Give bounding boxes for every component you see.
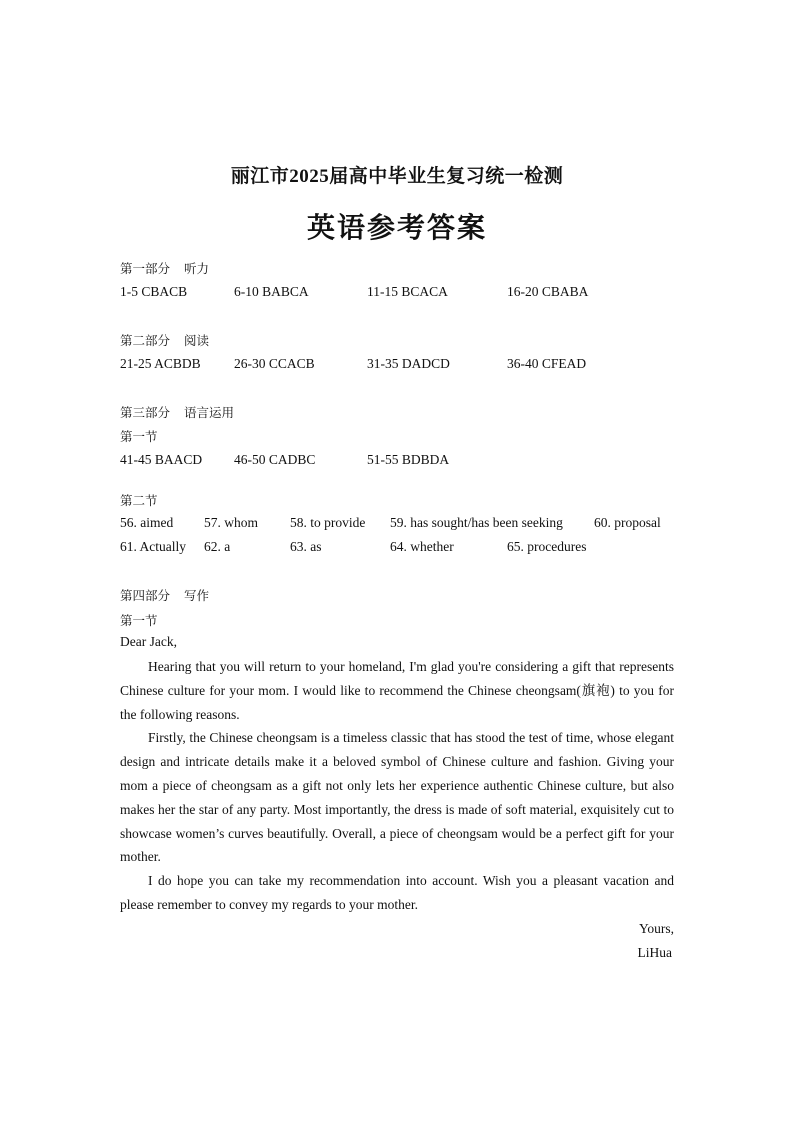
part1-heading-topic: 听力 [184, 261, 210, 276]
part2-answer-group: 21-25 ACBDB [120, 356, 201, 371]
part1-answer-group: 16-20 CBABA [507, 284, 589, 299]
letter-signature: LiHua [637, 945, 672, 960]
part3-heading [120, 403, 234, 421]
part3-heading-topic: 语言运用 [184, 405, 235, 420]
letter-paragraph: Hearing that you will return to your homeland, I'm glad you're considering a gift that represents Chinese culture for your mom. I would like to recommend the Chinese cheongsam(旗袍) to you for the following reasons. [120, 659, 674, 722]
part3-section2-answer: 60. proposal [594, 515, 661, 530]
part3-heading-number: 第三部分 [120, 405, 171, 420]
letter-closing: Yours, [638, 921, 674, 936]
part3-section2-answer: 59. has sought/has been seeking [390, 515, 563, 530]
part3-section2-answer: 57. whom [204, 515, 258, 530]
part1-answer-group: 1-5 CBACB [120, 284, 188, 299]
letter-paragraph: Firstly, the Chinese cheongsam is a timeless classic that has stood the test of time, whose elegant design and intricate details make it a beloved symbol of Chinese culture and fashion. Giving your mom a piece of cheongsam as a gift not only lets her experience authentic Chinese culture, but also makes her the star of any party. Most importantly, the dress is made of soft material, exquisitely cut to showcase women’s curves beautifully. Overall, a piece of cheongsam would be a perfect gift for your mother. [120, 730, 674, 865]
part3-section1-label: 第一节 [120, 429, 158, 444]
letter-body [120, 655, 674, 917]
part3-section2-label: 第二节 [120, 493, 158, 508]
part2-answer-group: 26-30 CCACB [234, 356, 315, 371]
answer-key-title: 英语参考答案 [306, 211, 487, 244]
letter-salutation: Dear Jack, [120, 634, 177, 649]
part1-answer-group: 11-15 BCACA [367, 284, 448, 299]
part4-section1-label: 第一节 [120, 613, 158, 628]
part2-heading-topic: 阅读 [184, 333, 210, 348]
part3-section1-answer-group: 41-45 BAACD [120, 452, 203, 467]
part3-section2-answer: 56. aimed [120, 515, 174, 530]
part1-heading-number: 第一部分 [120, 261, 171, 276]
part4-heading-topic: 写作 [184, 588, 210, 603]
part3-section2-answer: 61. Actually [120, 539, 186, 554]
part3-section1-answer-group: 46-50 CADBC [234, 452, 316, 467]
exam-title: 丽江市2025届高中毕业生复习统一检测 [230, 166, 564, 187]
part2-answer-group: 31-35 DADCD [367, 356, 450, 371]
part4-heading-number: 第四部分 [120, 588, 171, 603]
part3-section2-answer: 58. to provide [290, 515, 366, 530]
part1-answer-group: 6-10 BABCA [234, 284, 309, 299]
letter-paragraph: I do hope you can take my recommendation into account. Wish you a pleasant vacation and please remember to convey my regards to your mother. [120, 873, 674, 912]
part3-section2-answer: 65. procedures [507, 539, 587, 554]
part3-section2-answer: 63. as [290, 539, 322, 554]
part3-section2-answer: 62. a [204, 539, 231, 554]
part2-answer-group: 36-40 CFEAD [507, 356, 587, 371]
part3-section1-answer-group: 51-55 BDBDA [367, 452, 450, 467]
part3-section2-answer: 64. whether [390, 539, 454, 554]
part2-heading [120, 331, 209, 349]
part4-heading [120, 586, 209, 604]
part2-heading-number: 第二部分 [120, 333, 171, 348]
part1-heading [120, 259, 209, 277]
